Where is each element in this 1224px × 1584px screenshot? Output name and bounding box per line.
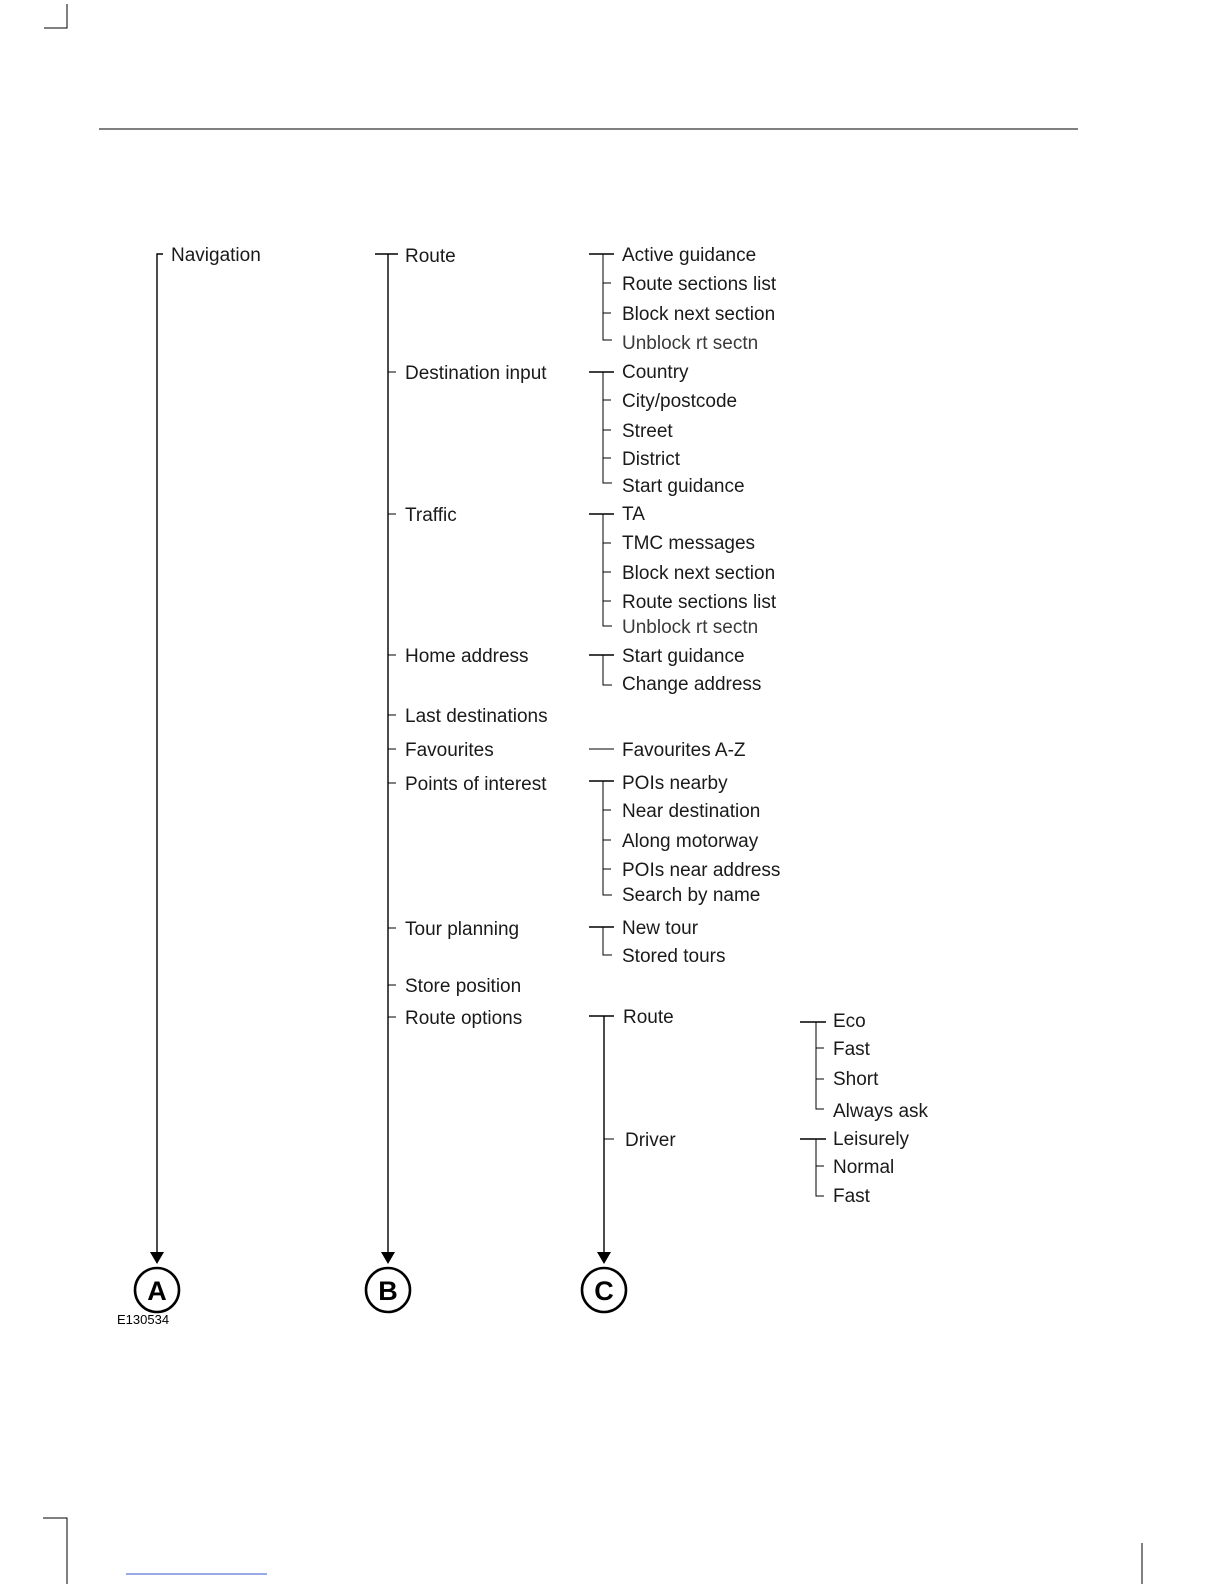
traffic-item-route-sections-list: Route sections list <box>622 592 777 613</box>
traffic-item-ta: TA <box>622 504 645 525</box>
group-favourites <box>589 740 746 761</box>
group-route <box>589 245 777 354</box>
column-d <box>800 1011 929 1207</box>
page-furniture <box>43 4 1142 1584</box>
group-traffic <box>589 504 777 638</box>
poi-item-along-motorway: Along motorway <box>622 831 759 852</box>
level2-item-route-options: Route options <box>405 1008 523 1029</box>
crop-mark-bottom-left <box>43 1518 67 1584</box>
group-destination-input <box>589 362 745 497</box>
route-type-always-ask: Always ask <box>833 1101 929 1122</box>
destination-item-country: Country <box>622 362 689 383</box>
level2-item-store-position: Store position <box>405 976 522 997</box>
poi-item-near-destination: Near destination <box>622 801 761 822</box>
route-item-unblock-rt-sectn: Unblock rt sectn <box>622 333 759 354</box>
route-type-fast: Fast <box>833 1039 870 1060</box>
home-item-start-guidance: Start guidance <box>622 646 745 667</box>
tour-item-new-tour: New tour <box>622 918 699 939</box>
level2-item-points-of-interest: Points of interest <box>405 774 547 795</box>
traffic-item-tmc-messages: TMC messages <box>622 533 756 554</box>
poi-item-pois-near-address: POIs near address <box>622 860 781 881</box>
traffic-item-block-next-section: Block next section <box>622 563 776 584</box>
poi-item-search-by-name: Search by name <box>622 885 761 906</box>
driver-type-fast: Fast <box>833 1186 870 1207</box>
connector-a-label: A <box>147 1276 167 1306</box>
column-b <box>366 246 548 1312</box>
route-item-route-sections-list: Route sections list <box>622 274 777 295</box>
group-points-of-interest <box>589 773 780 906</box>
level2-item-tour-planning: Tour planning <box>405 919 520 940</box>
driver-type-leisurely: Leisurely <box>833 1129 910 1150</box>
destination-item-district: District <box>622 449 681 470</box>
connector-c-label: C <box>594 1276 614 1306</box>
route-options-item-route: Route <box>623 1007 674 1028</box>
home-item-change-address: Change address <box>622 674 762 695</box>
route-options-item-driver: Driver <box>625 1130 676 1151</box>
level2-item-route: Route <box>405 246 456 267</box>
group-route-type <box>800 1011 929 1122</box>
arrow-down-icon <box>150 1252 164 1264</box>
group-driver-type <box>800 1129 910 1207</box>
route-item-active-guidance: Active guidance <box>622 245 757 266</box>
favourites-item-a-z: Favourites A-Z <box>622 740 746 761</box>
traffic-item-unblock-rt-sectn: Unblock rt sectn <box>622 617 759 638</box>
column-c <box>582 245 780 1312</box>
figure-code: E130534 <box>117 1312 170 1327</box>
level2-item-favourites: Favourites <box>405 740 494 761</box>
arrow-down-icon <box>597 1252 611 1264</box>
level2-item-destination-input: Destination input <box>405 363 547 384</box>
poi-item-pois-nearby: POIs nearby <box>622 773 728 794</box>
destination-item-street: Street <box>622 421 673 442</box>
arrow-down-icon <box>381 1252 395 1264</box>
column-a <box>117 245 261 1327</box>
tour-item-stored-tours: Stored tours <box>622 946 726 967</box>
route-item-block-next-section: Block next section <box>622 304 776 325</box>
level2-item-traffic: Traffic <box>405 505 457 526</box>
driver-type-normal: Normal <box>833 1157 895 1178</box>
level2-ticks <box>388 372 396 1017</box>
connector-b-label: B <box>378 1276 398 1306</box>
destination-item-start-guidance: Start guidance <box>622 476 745 497</box>
crop-mark-top <box>44 4 67 28</box>
destination-item-city-postcode: City/postcode <box>622 391 738 412</box>
group-route-options <box>589 1007 676 1264</box>
route-type-eco: Eco <box>833 1011 866 1032</box>
level2-item-home-address: Home address <box>405 646 529 667</box>
group-tour-planning <box>589 918 726 967</box>
level2-item-last-destinations: Last destinations <box>405 706 548 727</box>
route-type-short: Short <box>833 1069 879 1090</box>
navigation-trunk-line <box>157 254 163 1252</box>
navigation-label: Navigation <box>171 245 261 266</box>
group-home-address <box>589 646 761 695</box>
